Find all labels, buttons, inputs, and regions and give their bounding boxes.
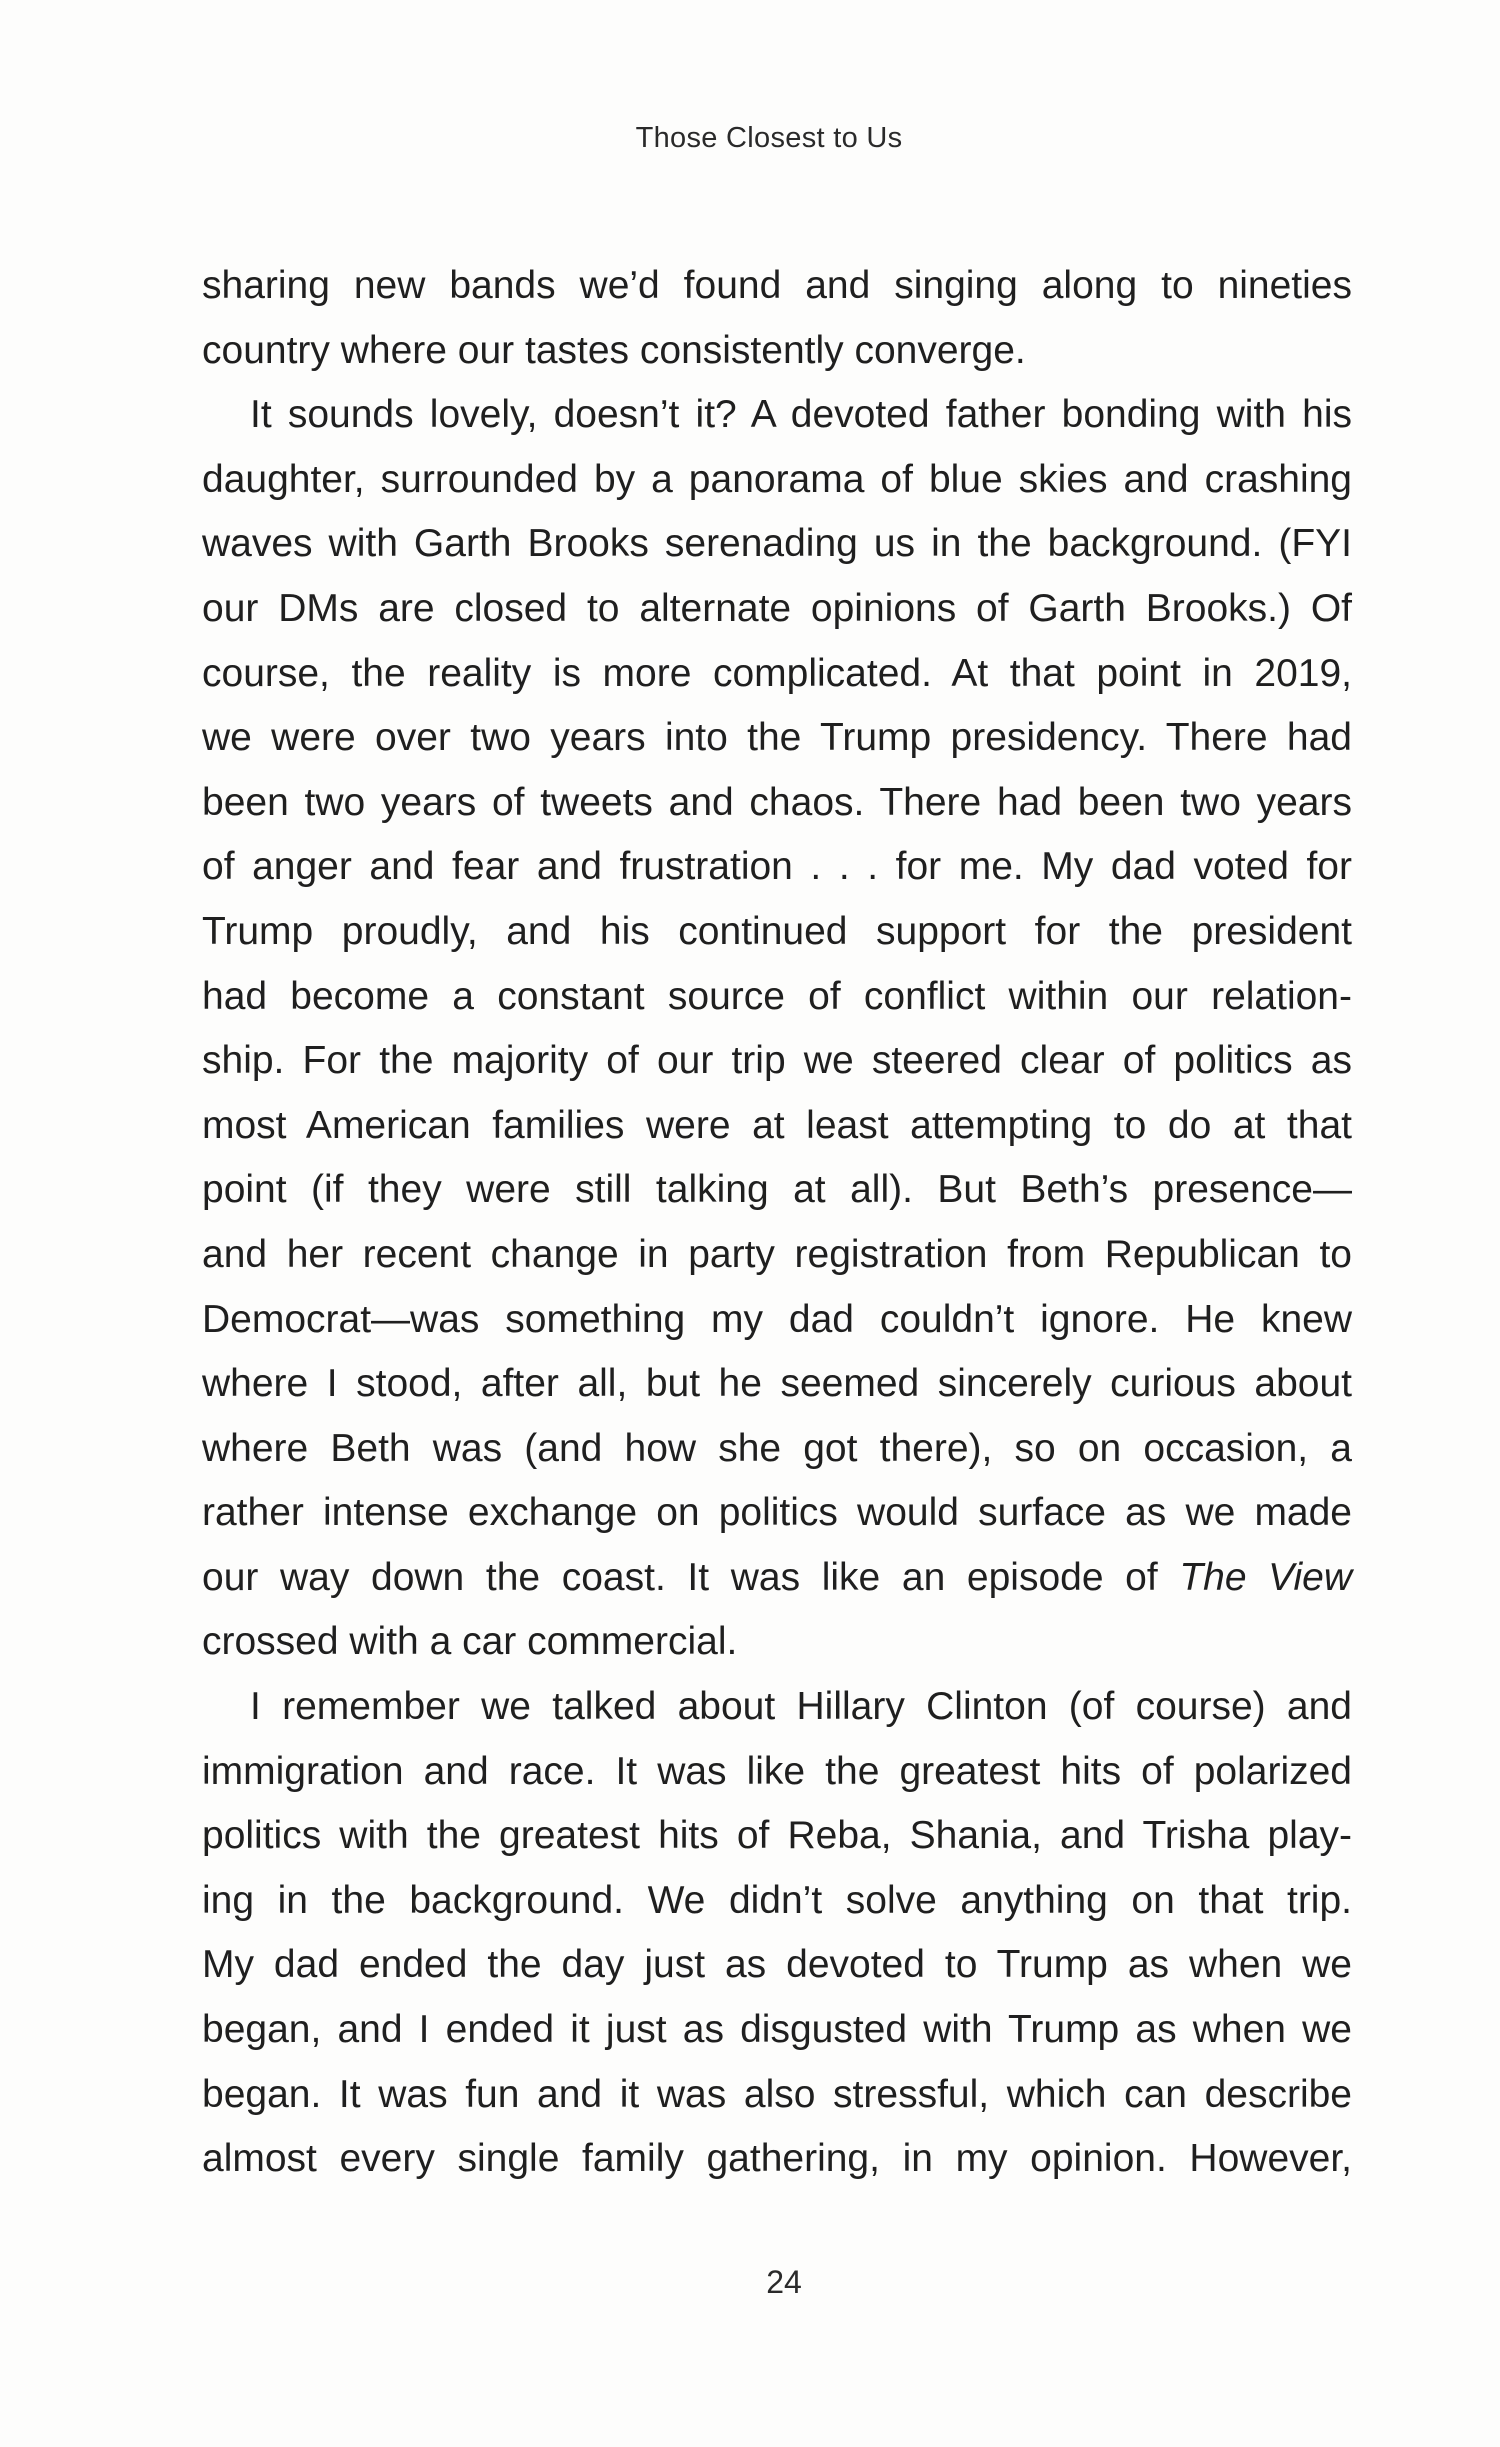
text-line-content: waves with Garth Brooks serenading us in the background. (FYI [202, 522, 1352, 566]
text-line [202, 1675, 1352, 1740]
page-number: 24 [766, 2264, 802, 2300]
text-line [202, 1546, 1352, 1611]
text-line [202, 1998, 1352, 2063]
text-line-content: It sounds lovely, doesn’t it? A devoted father bonding with his [250, 393, 1352, 437]
text-line-content: we were over two years into the Trump presidency. There had [202, 716, 1352, 760]
text-line [202, 1869, 1352, 1934]
text-line-content: where Beth was (and how she got there), so on occasion, a [202, 1426, 1352, 1470]
text-line-content: our DMs are closed to alternate opinions of Garth Brooks.) Of [202, 586, 1352, 630]
text-line [202, 1158, 1352, 1223]
text-line-content: almost every single family gathering, in my opinion. However, [202, 2137, 1352, 2181]
text-line-content: crossed with a car commercial. [202, 1620, 738, 1664]
text-line-content: country where our tastes consistently converge. [202, 328, 1026, 372]
text-line [202, 383, 1352, 448]
text-line [202, 1352, 1352, 1417]
text-line-content: been two years of tweets and chaos. There had been two years [202, 780, 1352, 824]
text-line [202, 900, 1352, 965]
text-line-content: had become a constant source of conflict within our relation- [202, 974, 1352, 1018]
italic-title: The View [1179, 1555, 1352, 1599]
text-line [202, 1481, 1352, 1546]
text-line [202, 706, 1352, 771]
text-line [202, 771, 1352, 836]
text-line-content: Trump proudly, and his continued support for the president [202, 909, 1352, 953]
text-line [202, 1933, 1352, 1998]
text-line-content: of anger and fear and frustration . . . for me. My dad voted for [202, 845, 1352, 889]
text-line-content: Democrat—was something my dad couldn’t ignore. He knew [202, 1297, 1352, 1341]
text-line-content: My dad ended the day just as devoted to Trump as when we [202, 1943, 1352, 1987]
text-line [202, 1740, 1352, 1805]
text-line-content: point (if they were still talking at all). But Beth’s presence— [202, 1168, 1352, 1212]
text-line [202, 2063, 1352, 2128]
text-line-content: most American families were at least attempting to do at that [202, 1103, 1352, 1147]
text-line [202, 319, 1352, 384]
text-line [202, 1417, 1352, 1482]
text-line-content: rather intense exchange on politics would surface as we made [202, 1491, 1352, 1535]
body-text [202, 254, 1352, 2192]
text-line-content: began, and I ended it just as disgusted with Trump as when we [202, 2008, 1352, 2052]
text-line-content: our way down the coast. It was like an episode of [202, 1555, 1180, 1599]
text-line [202, 512, 1352, 577]
text-line-content: began. It was fun and it was also stressful, which can describe [202, 2072, 1352, 2116]
text-line [202, 2127, 1352, 2192]
text-line [202, 965, 1352, 1030]
running-head: Those Closest to Us [635, 122, 903, 154]
text-line-content: ing in the background. We didn’t solve anything on that trip. [202, 1878, 1352, 1922]
text-line [202, 835, 1352, 900]
text-line [202, 1223, 1352, 1288]
text-line [202, 1094, 1352, 1159]
text-line [202, 577, 1352, 642]
text-line [202, 1610, 1352, 1675]
text-line-content: and her recent change in party registration from Republican to [202, 1232, 1352, 1276]
text-line-content: where I stood, after all, but he seemed sincerely curious about [202, 1362, 1352, 1406]
text-line [202, 1804, 1352, 1869]
text-line-content: ship. For the majority of our trip we steered clear of politics as [202, 1039, 1352, 1083]
text-line-content: immigration and race. It was like the greatest hits of polarized [202, 1749, 1352, 1793]
text-line-content: sharing new bands we’d found and singing along to nineties [202, 264, 1352, 307]
text-line [202, 642, 1352, 707]
text-line [202, 254, 1352, 319]
text-line [202, 1288, 1352, 1353]
text-line-content: I remember we talked about Hillary Clinton (of course) and [250, 1685, 1352, 1729]
text-line-content: daughter, surrounded by a panorama of blue skies and crashing [202, 457, 1352, 501]
text-line-content: course, the reality is more complicated. At that point in 2019, [202, 651, 1352, 695]
text-line [202, 448, 1352, 513]
text-line [202, 1029, 1352, 1094]
text-line-content: politics with the greatest hits of Reba, Shania, and Trisha play- [202, 1814, 1352, 1858]
